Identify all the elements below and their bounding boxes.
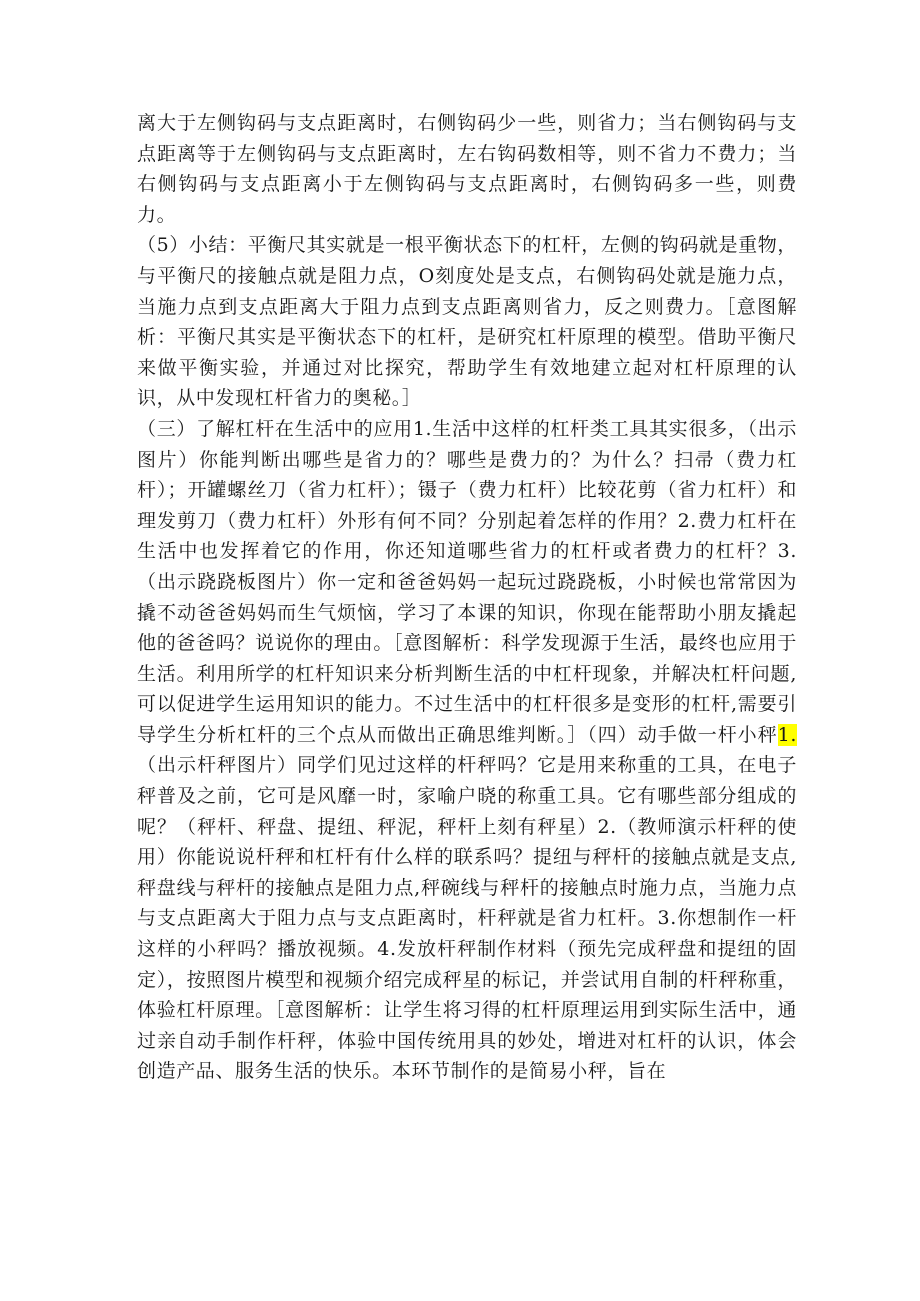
paragraph-text-before: （三）了解杠杆在生活中的应用1.生活中这样的杠杆类工具其实很多，（出示图片）你能判断出哪些是省力的？哪些是费力的？为什么？扫帚（费力杠杆）；开罐螺丝刀（省力杠杆）；镊子（费力杠杆）比较花剪（省力杠杆）和理发剪刀（费力杠杆）外形有何不同？分别起着怎样的作用？2.费力杠杆在生活中也发挥着它的作用，你还知道哪些省力的杠杆或者费力的杠杆？3.（出示跷跷板图片）你一定和爸爸妈妈一起玩过跷跷板，小时候也常常因为撬不动爸爸妈妈而生气烦恼，学习了本课的知识，你现在能帮助小朋友撬起他的爸爸吗？说说你的理由。［意图解析：科学发现源于生活，最终也应用于生活。利用所学的杠杆知识来分析判断生活的中杠杆现象，并解决杠杆问题,可以促进学生运用知识的能力。不过生活中的杠杆很多是变形的杠杆,需要引导学生分析杠杆的三个点从而做出正确思维判断。］（四）动手做一杆小秤 bbox=[137, 417, 797, 746]
highlighted-text: 1. bbox=[777, 723, 797, 746]
paragraph-life-applications bbox=[137, 414, 797, 1087]
paragraph-text-after: （出示杆秤图片）同学们见过这样的杆秤吗？它是用来称重的工具，在电子秤普及之前，它可是风靡一时，家喻户晓的称重工具。它有哪些部分组成的呢？（秤杆、秤盘、提纽、秤泥，秤杆上刻有秤星）2.（教师演示杆秤的使用）你能说说杆秤和杠杆有什么样的联系吗？提纽与秤杆的接触点就是支点,秤盘线与秤杆的接触点是阻力点,秤碗线与秤杆的接触点时施力点，当施力点与支点距离大于阻力点与支点距离时，杆秤就是省力杠杆。3.你想制作一杆这样的小秤吗？播放视频。4.发放杆秤制作材料（预先完成秤盘和提纽的固定），按照图片模型和视频介绍完成秤星的标记，并尝试用自制的杆秤称重，体验杠杆原理。［意图解析：让学生将习得的杠杆原理运用到实际生活中，通过亲自动手制作杆秤，体验中国传统用具的妙处，增进对杠杆的认识，体会创造产品、服务生活的快乐。本环节制作的是简易小秤，旨在 bbox=[137, 754, 797, 1083]
document-page bbox=[137, 108, 797, 1087]
paragraph-summary: （5）小结：平衡尺其实就是一根平衡状态下的杠杆，左侧的钩码就是重物，与平衡尺的接触点就是阻力点，O刻度处是支点，右侧钩码处就是施力点，当施力点到支点距离大于阻力点到支点距离则省力，反之则费力。［意图解析：平衡尺其实是平衡状态下的杠杆，是研究杠杆原理的模型。借助平衡尺来做平衡实验，并通过对比探究，帮助学生有效地建立起对杠杆原理的认识，从中发现杠杆省力的奥秘。］ bbox=[137, 234, 797, 410]
paragraph-lever-comparison: 离大于左侧钩码与支点距离时，右侧钩码少一些，则省力；当右侧钩码与支点距离等于左侧钩码与支点距离时，左右钩码数相等，则不省力不费力；当右侧钩码与支点距离小于左侧钩码与支点距离时，右侧钩码多一些，则费力。 bbox=[137, 112, 797, 226]
